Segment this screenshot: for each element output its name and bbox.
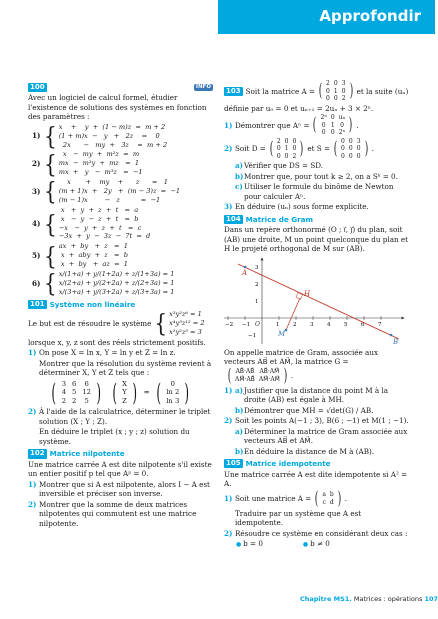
exercise-100-intro: Avec un logiciel de calcul formel, étudier l'existence de solutions des systèmes en fonction des paramètres : [28, 93, 207, 122]
equation: (1 + m)x − y + 2z = 0 [58, 131, 160, 140]
exercise-number: 103 [226, 86, 241, 95]
matrix-cell: 2ⁿ [320, 114, 327, 121]
exercise-104-header [224, 215, 409, 225]
label-o: O [255, 320, 260, 328]
matrix-cell: d [329, 498, 334, 506]
exercise-number: 104 [226, 214, 241, 223]
matrix-cell: 2 [276, 137, 281, 145]
matrix-cell: 4 [61, 388, 67, 397]
matrix-cell: AB⃗·AM⃗ [259, 368, 280, 375]
equation: mx + y − m³z = −1 [58, 168, 143, 177]
exercise-101-intro: Le but est de résoudre le système [28, 318, 152, 328]
case-item: ● b = 0 [236, 539, 263, 549]
matrix-cell: 0 [340, 121, 344, 129]
system-equations: x³y²z⁶ = 1 x⁴y⁵z¹² = 2 x²y²z⁵ = 3 [169, 310, 205, 336]
system-item: 4) { x + y + z + t = a x − y − z + t = b −x − y + z + t = c −3x + y − 3z − 7t = d [32, 205, 151, 241]
label-h: H [304, 289, 311, 298]
matrix-cell: 0 [348, 145, 353, 152]
gram-definition: On appelle matrice de Gram, associée aux vecteurs AB⃗ et AM⃗, la matrice G = ( AB⃗·AB⃗ AB⃗·AM⃗ AM⃗·AB⃗ AM⃗·AM⃗ ) . [224, 347, 379, 386]
chapter-title: Matrices : opérations [353, 595, 423, 603]
matrix-cell: 5 [84, 396, 89, 405]
y-tick-label: 3 [255, 264, 259, 271]
info-badge: INFO [195, 83, 211, 90]
matrix-cell: 0 [333, 95, 338, 102]
matrix-cell: 0 [341, 87, 346, 95]
matrix-cell: 3 [356, 137, 361, 145]
matrix-cell: Z [122, 396, 127, 405]
matrix-cell: uₙ [338, 114, 346, 121]
banner-title: Approfondir [319, 7, 421, 26]
equation: x + my + z = 1 [58, 178, 168, 187]
matrix-cell: 6 [84, 379, 89, 388]
point-b [390, 333, 393, 336]
system-item: 6) { x/(1+a) + y/(1+2a) + z/(1+3a) = 1 x/(2+a) + y/(2+2a) + z/(2+3a) = 1 x/(3+a) + y/(3+2a) + z/(3+3a) = 1 [32, 268, 175, 298]
matrix-cell: 0 [326, 87, 330, 95]
matrix-cell: 0 [356, 145, 361, 152]
matrix-cell: 0 [292, 145, 297, 152]
matrix-cell: 2ⁿ [338, 129, 346, 136]
matrix-cell: 0 [321, 121, 326, 129]
exercise-number: 102 [30, 449, 45, 458]
y-tick-label: 1 [255, 298, 259, 305]
page-number: 107 [424, 595, 438, 603]
x-tick-label: −1 [242, 321, 251, 328]
page-banner [218, 0, 435, 34]
matrix-cell: 3 [61, 379, 67, 388]
equation: x + y + z + t = a [58, 205, 139, 214]
x-tick-label: 2 [293, 321, 297, 328]
exercise-100-header [28, 83, 213, 92]
matrix-cell: AM⃗·AM⃗ [258, 375, 280, 383]
equation: x/(1+a) + y/(1+2a) + z/(1+3a) = 1 [58, 269, 175, 278]
equation: x/(3+a) + y/(3+2a) + z/(3+3a) = 1 [58, 287, 175, 296]
equation: ax + by + z = 1 [58, 242, 128, 251]
matrix-cell: 0 [341, 137, 345, 145]
matrix-cell: 0 [348, 137, 353, 145]
x-tick-label: 3 [310, 321, 314, 328]
matrix-cell: 2 [326, 80, 330, 87]
x-tick-label: 7 [378, 321, 382, 328]
systems-list [28, 123, 213, 297]
exercise-title: Matrice idempotente [245, 459, 331, 468]
label-a: A [242, 268, 248, 277]
equation: x + y + (1 − m)z = m + 2 [58, 122, 166, 131]
point-a [244, 265, 247, 268]
matrix-cell: c [322, 498, 326, 506]
matrix-cell: 0 [321, 129, 326, 136]
label-b: B [393, 337, 399, 346]
matrix-cell: 1 [284, 145, 289, 152]
exercise-number: 100 [30, 83, 45, 91]
equation: x + by + az = 1 [58, 260, 128, 269]
matrix-cell: a [322, 491, 326, 498]
matrix-cell: 0 [276, 152, 281, 160]
matrix-cell: 0 [330, 114, 335, 121]
equation: x/(2+a) + y/(2+2a) + z/(2+3a) = 1 [58, 278, 175, 287]
x-tick-label: −2 [225, 321, 234, 328]
equation: mx − m²y + mz = 1 [58, 159, 140, 168]
matrix-cell: 1 [333, 87, 338, 95]
matrix-cell: 0 [292, 137, 297, 145]
matrix-cell: ln 3 [166, 396, 180, 405]
matrix-cell: 0 [341, 152, 345, 160]
matrix-cell: 0 [333, 80, 338, 87]
equation: (m − 1)x − z = −1 [58, 195, 161, 204]
gram-figure [224, 256, 409, 346]
equation: x − my + m²z = m [58, 150, 140, 159]
matrix-cell: 0 [348, 152, 353, 160]
matrix-cell: 2 [292, 152, 297, 160]
matrix-cell: AM⃗·AB⃗ [235, 375, 255, 383]
equation: (m + 1)x + 2y + (m − 3)z = −1 [58, 186, 181, 195]
matrix-cell: 2 [72, 396, 77, 405]
matrix-cell: X [122, 379, 127, 388]
y-tick-label: −1 [248, 332, 257, 339]
x-tick-label: 1 [276, 321, 280, 328]
equation: x − y − z + t = b [58, 214, 139, 223]
exercise-105-header [224, 459, 409, 469]
nonlinear-system: Le but est de résoudre le système { x³y²z⁶ = 1 x⁴y⁵z¹² = 2 x²y²z⁵ = 3 [28, 309, 205, 338]
x-tick-label: 6 [361, 321, 365, 328]
x-tick-label: 5 [344, 321, 348, 328]
matrix-cell: AB⃗·AB⃗ [235, 368, 255, 375]
right-column: 103 Soit la matrice A = ( 2 0 3 0 1 0 0 0 2 ) et la suite (uₙ) définie par u₀ = 0 et uₙ₊₁ = 2uₙ + 3 × 2ⁿ. 1) Démontrer que Aⁿ = ( 2ⁿ 0 uₙ 0 1 0 0 0 2ⁿ ) . 2) Soit D = ( 2 0 0 0 1 0 0 0 2 ) et S = ( 0 0 3 0 0 0 0 0 0 ) . a) Vérifier que DS = SD. b) Montrer que, pour tout k ≥ 2, on a Sᵏ = 0. c) Utiliser le formule du binôme de Newton pour calculer Aⁿ. 3) En déduire (uₙ) sous forme explicite. 104 Matrice de Gram Dans un repère orthonormé (O ; i⃗, j⃗) du plan, soit (AB) une droite, M un point quelconque du plan et H le projeté orthogonal de M sur (AB). −2 −1 1 2 3 4 5 6 7 3 2 1 −1 A B M H O On appelle matrice de Gram, associée aux vecteurs AB⃗ et AM⃗, la matrice G = ( AB⃗·AB⃗ AB⃗·AM⃗ AM⃗·AB⃗ AM⃗·AM⃗ ) . 1) a) Justifier que la distance du point M à la droite (AB) est égale à MH. b) Démontrer que MH = √det(G) / AB. 2) Soit les points A(−1 ; 3), B(6 ; −1) et M(1 ; −1). a) Déterminer la matrice de Gram associée aux vecteurs AB⃗ et AM⃗. b) En déduire la distance de M à (AB). 105 Matrice idempotente Une matrice carrée A est dite idempotente si A² = A. 1) Soit une matrice A = ( a b c d ) . Traduire par un système que A est idempotente. 2) Résoudre ce système en considérant deux cas : ● b = 0 ● b ≠ 0 [224, 80, 409, 549]
system-item: 1) { x + y + (1 − m)z = m + 2 (1 + m)x − y + 2z = 0 2x − my + 3z = m + 2 [32, 121, 168, 151]
matrix-cell: 0 [341, 145, 345, 152]
left-column: 100 INFO Avec un logiciel de calcul formel, étudier l'existence de solutions des systèmes en fonction des paramètres : 1) { x + y + (1 − m)z = m + 2 (1 + m)x − y + 2z = 0 2x − my + 3z = m + 2 2) { x − my + m²z = m mx − m²y + mz = 1 mx + y − m³z = −1 3) { x + my + z = 1 (m + 1)x + 2y + (m − 3)z = −1 (m − 1)x − z = −1 4) { x + y + z + t = a x − y − z + t = b −x − y + z + t = c −3x + y − 3z − 7t = d 5) { ax + by + z = 1 x + aby + z = b x + by + az = 1 6) { x/(1+a) + y/(1+2a) + z/(1+3a) = 1 x/(2+a) + y/(2+2a) + z/(2+3a) = 1 x/(3+a) + y/(3+2a) + z/(3+3a) = 1 101 Système non linéaire Le but est de résoudre le système { x³y²z⁶ = 1 x⁴y⁵z¹² = 2 x²y²z⁵ = 3 lorsque x, y, z sont des réels strictement positifs. 1) On pose X = ln x, Y = ln y et Z = ln z. Montrer que la résolution du système revient à déterminer X, Y et Z tels que : ( 3 6 6 4 5 12 2 2 5 ) ( X Y Z ) = ( 0 ln 2 ln 3 ) 2) À l'aide de la calculatrice, déterminer le triplet solution (X ; Y ; Z). En déduire le triplet (x ; y ; z) solution du système. 102 Matrice nilpotente Une matrice carrée A est dite nilpotente s'il existe un entier positif p tel que Aᵖ = 0. 1) Montrer que si A est nilpotente, alors I − A est inversible et préciser son inverse. 2) Montrer que la somme de deux matrices nilpotentes qui commutent est une matrice nilpotente. [28, 83, 212, 528]
case-item: ● b ≠ 0 [303, 539, 330, 549]
exercise-number: 101 [30, 299, 45, 308]
system-item: 5) { ax + by + z = 1 x + aby + z = b x + by + az = 1 [32, 241, 128, 271]
matrix-cell: 12 [82, 388, 92, 397]
label-m: M [278, 329, 286, 338]
page-footer [300, 595, 438, 604]
matrix-cell: 2 [341, 95, 346, 102]
equation: −3x + y − 3z − 7t = d [58, 232, 151, 241]
system-item: 2) { x − my + m²z = m mx − m²y + mz = 1 mx + y − m³z = −1 [32, 149, 143, 179]
matrix-cell: ln 2 [166, 388, 180, 397]
matrix-cell: 0 [326, 95, 330, 102]
matrix-cell: 0 [276, 145, 281, 152]
matrix-cell: 0 [170, 379, 175, 388]
exercise-title: Matrice nilpotente [49, 449, 125, 459]
matrix-cell: 0 [284, 137, 289, 145]
matrix-cell: Y [122, 388, 127, 397]
exercise-title: Système non linéaire [49, 299, 136, 309]
matrix-cell: 3 [341, 80, 346, 87]
matrix-cell: 1 [330, 121, 335, 129]
system-item: 3) { x + my + z = 1 (m + 1)x + 2y + (m − 3)z = −1 (m − 1)x − z = −1 [32, 177, 181, 206]
cases-list [224, 539, 409, 549]
exercise-101-header [28, 300, 213, 310]
matrix-cell: b [329, 491, 334, 498]
matrix-cell: 0 [284, 152, 289, 160]
equation: −x − y + z + t = c [58, 223, 142, 232]
exercise-title: Matrice de Gram [245, 214, 314, 224]
equation: x + aby + z = b [58, 251, 128, 260]
exercise-101-cond: lorsque x, y, z sont des réels strictement positifs. [28, 337, 206, 347]
matrix-cell: 0 [356, 152, 361, 160]
y-tick-label: 2 [255, 281, 259, 288]
exercise-number: 105 [226, 459, 241, 468]
matrix-cell: 6 [72, 379, 77, 388]
x-tick-label: 4 [327, 321, 331, 328]
linear-system-matrix: ( 3 6 6 4 5 12 2 2 5 ) ( X Y Z ) = ( 0 ln 2 ln 3 ) [51, 378, 190, 407]
matrix-cell: 2 [61, 396, 67, 405]
matrix-cell: 5 [72, 388, 77, 397]
matrix-cell: 0 [330, 129, 335, 136]
exercise-103-intro: 103 Soit la matrice A = ( 2 0 3 0 1 0 0 0 2 ) et la suite (uₙ) [226, 80, 409, 102]
exercise-102-header [28, 449, 213, 459]
equation: 2x − my + 3z = m + 2 [58, 140, 168, 149]
chapter-label: Chapitre MS1. [300, 595, 352, 603]
